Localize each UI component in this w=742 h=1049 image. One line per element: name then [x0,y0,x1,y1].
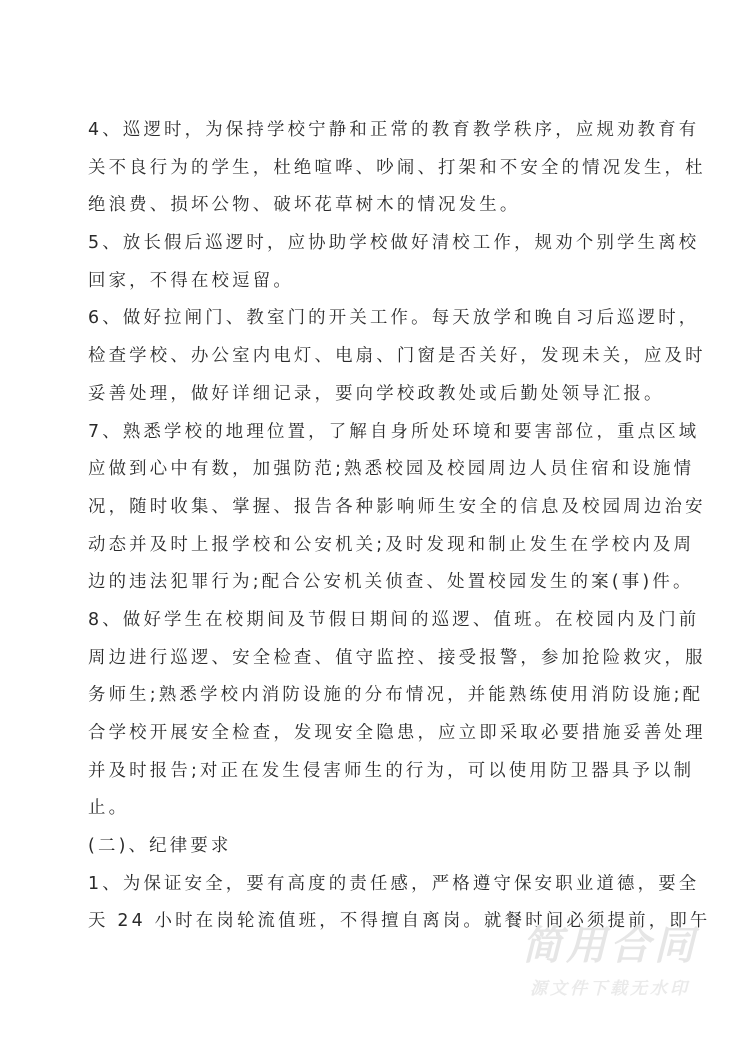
text-line: 绝浪费、损坏公物、破坏花草树木的情况发生。 [88,195,521,216]
paragraph-item-8 [88,602,706,828]
document-body [88,112,711,941]
text-line: 止。 [88,798,130,819]
watermark-title: 简用合同 [522,923,698,969]
text-line: 5、放长假后巡逻时，应协助学校做好清校工作，规劝个别学生离校 [88,233,700,254]
text-line: 况，随时收集、掌握、报告各种影响师生安全的信息及校园周边治安 [88,496,706,517]
text-line: 检查学校、办公室内电灯、电扇、门窗是否关好，发现未关，应及时 [88,346,706,367]
text-line: 8、做好学生在校期间及节假日期间的巡逻、值班。在校园内及门前 [88,609,700,630]
text-line: 回家，不得在校逗留。 [88,270,294,291]
text-line: 天 24 小时在岗轮流值班，不得擅自离岗。就餐时间必须提前，即午 [88,911,711,932]
text-line: 1、为保证安全，要有高度的责任感，严格遵守保安职业道德，要全 [88,873,700,894]
text-line: 妥善处理，做好详细记录，要向学校政教处或后勤处领导汇报。 [88,383,665,404]
watermark-subtitle: 源文件下载无水印 [530,979,690,999]
section-heading: (二)、纪律要求 [88,836,232,857]
text-line: 6、做好拉闸门、教室门的开关工作。每天放学和晚自习后巡逻时， [88,308,700,329]
text-line: 周边进行巡逻、安全检查、值守监控、接受报警，参加抢险救灾，服 [88,647,706,668]
text-line: 7、熟悉学校的地理位置，了解自身所处环境和要害部位，重点区域 [88,421,700,442]
text-line: 4、巡逻时，为保持学校宁静和正常的教育教学秩序，应规劝教育有 [88,120,700,140]
text-line: 应做到心中有数，加强防范;熟悉校园及校园周边人员住宿和设施情 [88,459,695,480]
text-line: 关不良行为的学生，杜绝喧哗、吵闹、打架和不安全的情况发生，杜 [88,157,706,178]
section-heading-discipline [88,828,660,866]
text-line: 边的违法犯罪行为;配合公安机关侦查、处置校园发生的案(事)件。 [88,572,694,593]
paragraph-item-6 [88,300,706,413]
text-line: 动态并及时上报学校和公安机关;及时发现和制止发生在学校内及周 [88,534,695,555]
paragraph-discipline-1 [88,866,711,941]
paragraph-item-4 [88,112,706,225]
text-line: 务师生;熟悉学校内消防设施的分布情况，并能熟练使用消防设施;配 [88,685,704,706]
paragraph-item-7 [88,414,706,602]
text-line: 合学校开展安全检查，发现安全隐患，应立即采取必要措施妥善处理 [88,723,706,743]
text-line: 并及时报告;对正在发生侵害师生的行为，可以使用防卫器具予以制 [88,760,695,781]
paragraph-item-5 [88,225,700,300]
